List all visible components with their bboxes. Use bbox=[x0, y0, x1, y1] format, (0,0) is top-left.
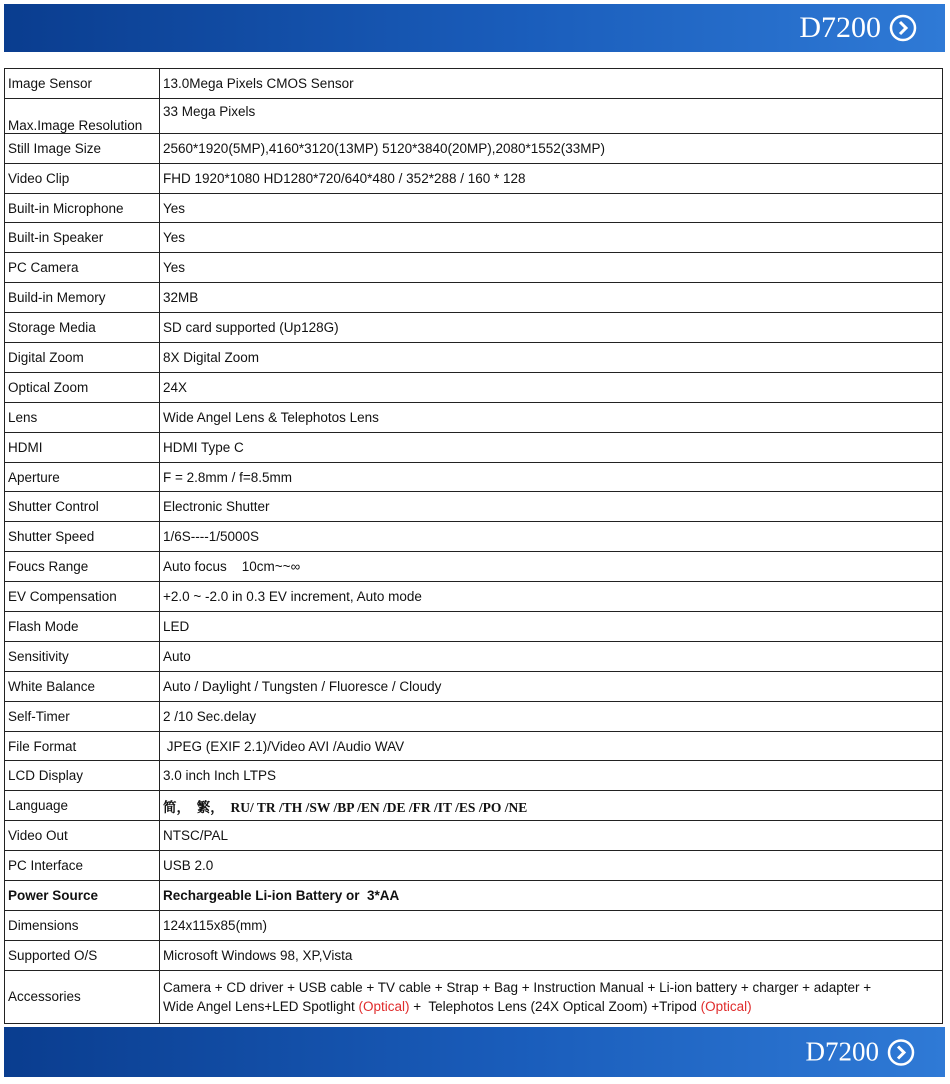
spec-row bbox=[5, 283, 943, 313]
spec-value: USB 2.0 bbox=[160, 851, 943, 881]
footer-banner bbox=[4, 1027, 945, 1077]
spec-value: 24X bbox=[160, 372, 943, 402]
accessories-line-2 bbox=[163, 997, 939, 1016]
spec-row bbox=[5, 881, 943, 911]
spec-row bbox=[5, 701, 943, 731]
spec-value: Yes bbox=[160, 193, 943, 223]
optical-note: (Optical) bbox=[358, 998, 410, 1014]
chevron-right-circle-icon bbox=[889, 14, 917, 42]
spec-label: Dimensions bbox=[5, 910, 160, 940]
spec-label: Still Image Size bbox=[5, 133, 160, 163]
footer-model: D7200 bbox=[805, 1036, 879, 1067]
spec-label: Flash Mode bbox=[5, 612, 160, 642]
spec-value: Rechargeable Li-ion Battery or 3*AA bbox=[160, 881, 943, 911]
spec-row bbox=[5, 98, 943, 133]
spec-row bbox=[5, 582, 943, 612]
spec-label: Video Out bbox=[5, 821, 160, 851]
spec-label: Accessories bbox=[5, 970, 160, 1023]
spec-row bbox=[5, 851, 943, 881]
spec-value: Yes bbox=[160, 223, 943, 253]
spec-row bbox=[5, 492, 943, 522]
spec-value: Electronic Shutter bbox=[160, 492, 943, 522]
spec-value: 13.0Mega Pixels CMOS Sensor bbox=[160, 69, 943, 99]
spec-value: Yes bbox=[160, 253, 943, 283]
spec-row bbox=[5, 69, 943, 99]
spec-row bbox=[5, 223, 943, 253]
spec-value: Auto bbox=[160, 641, 943, 671]
spec-row bbox=[5, 163, 943, 193]
spec-row bbox=[5, 791, 943, 821]
spec-label: Lens bbox=[5, 402, 160, 432]
spec-label: Max.Image Resolution bbox=[5, 98, 160, 133]
spec-row bbox=[5, 462, 943, 492]
spec-row bbox=[5, 253, 943, 283]
spec-label: Language bbox=[5, 791, 160, 821]
spec-label: Foucs Range bbox=[5, 552, 160, 582]
spec-row bbox=[5, 940, 943, 970]
spec-value: 2560*1920(5MP),4160*3120(13MP) 5120*3840(20MP),2080*1552(33MP) bbox=[160, 133, 943, 163]
spec-label: Storage Media bbox=[5, 313, 160, 343]
spec-value: Auto focus 10cm~~∞ bbox=[160, 552, 943, 582]
spec-row-accessories bbox=[5, 970, 943, 1023]
spec-row bbox=[5, 432, 943, 462]
spec-row bbox=[5, 612, 943, 642]
spec-row bbox=[5, 910, 943, 940]
spec-label: Sensitivity bbox=[5, 641, 160, 671]
spec-label: HDMI bbox=[5, 432, 160, 462]
spec-label: EV Compensation bbox=[5, 582, 160, 612]
spec-label: Power Source bbox=[5, 881, 160, 911]
spec-label: White Balance bbox=[5, 671, 160, 701]
spec-value: 33 Mega Pixels bbox=[160, 98, 943, 133]
accessories-text-a: Wide Angel Lens+LED Spotlight bbox=[163, 998, 359, 1014]
spec-row bbox=[5, 761, 943, 791]
spec-value: HDMI Type C bbox=[160, 432, 943, 462]
spec-value: Wide Angel Lens & Telephotos Lens bbox=[160, 402, 943, 432]
accessories-value bbox=[160, 970, 943, 1023]
spec-row bbox=[5, 402, 943, 432]
spec-label: PC Camera bbox=[5, 253, 160, 283]
spec-value: Microsoft Windows 98, XP,Vista bbox=[160, 940, 943, 970]
spec-value: 32MB bbox=[160, 283, 943, 313]
spec-row bbox=[5, 731, 943, 761]
spec-value: 2 /10 Sec.delay bbox=[160, 701, 943, 731]
spec-value: 124x115x85(mm) bbox=[160, 910, 943, 940]
accessories-text-b: + Telephotos Lens (24X Optical Zoom) +Tripod bbox=[409, 998, 701, 1014]
spec-label: Optical Zoom bbox=[5, 372, 160, 402]
spec-value: NTSC/PAL bbox=[160, 821, 943, 851]
spec-label: Image Sensor bbox=[5, 69, 160, 99]
spec-label: Shutter Control bbox=[5, 492, 160, 522]
spec-label: Aperture bbox=[5, 462, 160, 492]
spec-label: Build-in Memory bbox=[5, 283, 160, 313]
optical-note: (Optical) bbox=[700, 998, 752, 1014]
spec-value: Auto / Daylight / Tungsten / Fluoresce / Cloudy bbox=[160, 671, 943, 701]
header-banner bbox=[4, 4, 945, 52]
spec-value: 8X Digital Zoom bbox=[160, 343, 943, 373]
spec-label: Self-Timer bbox=[5, 701, 160, 731]
spec-row bbox=[5, 522, 943, 552]
footer-brand bbox=[806, 1037, 916, 1068]
spec-label: Video Clip bbox=[5, 163, 160, 193]
spec-value: 3.0 inch Inch LTPS bbox=[160, 761, 943, 791]
spec-row bbox=[5, 372, 943, 402]
spec-value: JPEG (EXIF 2.1)/Video AVI /Audio WAV bbox=[160, 731, 943, 761]
spec-value: SD card supported (Up128G) bbox=[160, 313, 943, 343]
spec-value: F = 2.8mm / f=8.5mm bbox=[160, 462, 943, 492]
chevron-right-circle-icon bbox=[887, 1038, 915, 1066]
spec-row bbox=[5, 343, 943, 373]
spec-row bbox=[5, 193, 943, 223]
spec-table bbox=[4, 68, 943, 1024]
accessories-line-1: Camera + CD driver + USB cable + TV cable + Strap + Bag + Instruction Manual + Li-ion battery + charger + adapter + bbox=[163, 979, 872, 995]
spec-value: FHD 1920*1080 HD1280*720/640*480 / 352*288 / 160 * 128 bbox=[160, 163, 943, 193]
spec-row bbox=[5, 133, 943, 163]
spec-row bbox=[5, 641, 943, 671]
header-brand bbox=[799, 11, 917, 45]
spec-label: PC Interface bbox=[5, 851, 160, 881]
spec-value: +2.0 ~ -2.0 in 0.3 EV increment, Auto mode bbox=[160, 582, 943, 612]
spec-value: LED bbox=[160, 612, 943, 642]
spec-row bbox=[5, 313, 943, 343]
spec-row bbox=[5, 821, 943, 851]
spec-label: Shutter Speed bbox=[5, 522, 160, 552]
spec-value: 1/6S----1/5000S bbox=[160, 522, 943, 552]
spec-label: Digital Zoom bbox=[5, 343, 160, 373]
spec-value: 简， 繁， RU/ TR /TH /SW /BP /EN /DE /FR /IT /ES /PO /NE bbox=[160, 791, 943, 821]
spec-row bbox=[5, 552, 943, 582]
header-model: D7200 bbox=[799, 11, 881, 44]
spec-label: Supported O/S bbox=[5, 940, 160, 970]
spec-label: LCD Display bbox=[5, 761, 160, 791]
spec-label: File Format bbox=[5, 731, 160, 761]
spec-label: Built-in Speaker bbox=[5, 223, 160, 253]
spec-row bbox=[5, 671, 943, 701]
spec-label: Built-in Microphone bbox=[5, 193, 160, 223]
